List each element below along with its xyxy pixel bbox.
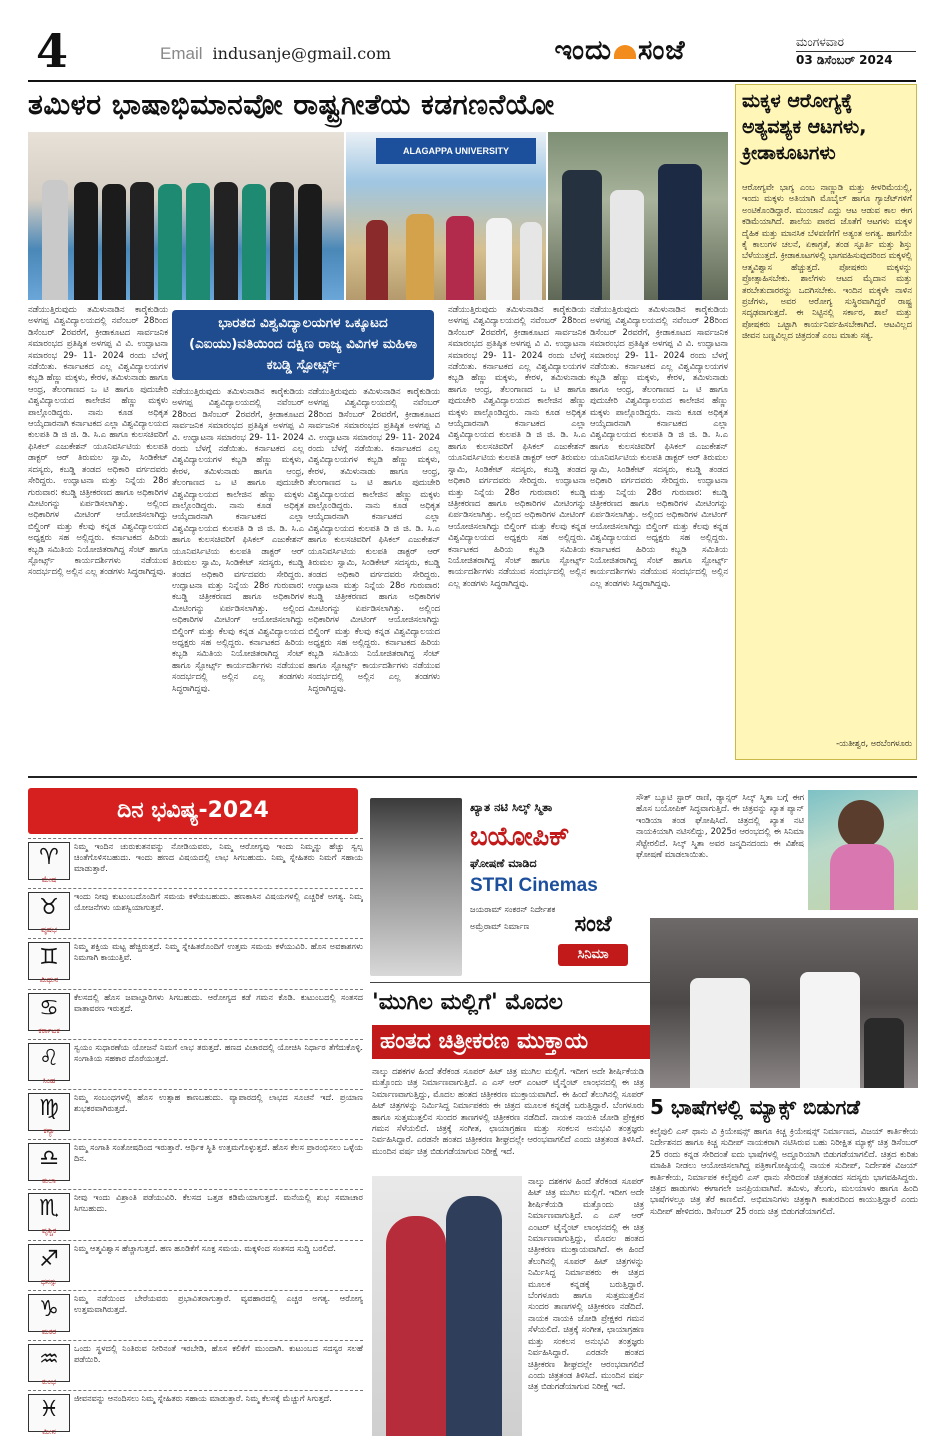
horoscope-row: [28, 1290, 363, 1340]
story2-body-top: ನಾಲ್ಕು ದಶಕಗಳ ಹಿಂದೆ ತೆರೆಕಂಡ ಸೂಪರ್ ಹಿಟ್ ಚಿತ್ರ ಮುಗಿಲ ಮಲ್ಲಿಗೆ. ಇದೀಗ ಅದೇ ಶೀರ್ಷಿಕೆಯಡಿ ಮತ್ತೊಂದು ಚಿತ್ರ ನಿರ್ಮಾಣವಾಗುತ್ತಿದೆ. ಎ ಎಸ್ ಆರ್ ಎಂಟರ್ ಟೈನ್ಮೆಂಟ್ ಲಾಂಛನದಲ್ಲಿ ಈ ಚಿತ್ರ ನಿರ್ಮಾಣವಾಗುತ್ತಿದ್ದು, ಮೊದಲ ಹಂತದ ಚಿತ್ರೀಕರಣ ಮುಕ್ತಾಯವಾಗಿದೆ. ಈ ಹಿಂದೆ ತೆಲುಗಿನಲ್ಲಿ ಸೂಪರ್ ಹಿಟ್ ಚಿತ್ರಗಳನ್ನು ನಿರ್ಮಿಸಿದ್ದ ನಿರ್ಮಾಪಕರು ಈ ಚಿತ್ರದ ಮೂಲಕ ಕನ್ನಡಕ್ಕೆ ಬರುತ್ತಿದ್ದಾರೆ. ಬೆಂಗಳೂರು ಹಾಗೂ ಸುತ್ತಮುತ್ತಲಿನ ಸುಂದರ ತಾಣಗಳಲ್ಲಿ ಚಿತ್ರೀಕರಣ ನಡೆದಿದೆ. ನಾಯಕ ನಾಯಕಿ ಜೋಡಿ ಪ್ರೇಕ್ಷಕರ ಗಮನ ಸೆಳೆಯಲಿದೆ. ಚಿತ್ರಕ್ಕೆ ಸಂಗೀತ, ಛಾಯಾಗ್ರಹಣ ಮತ್ತು ಸಂಕಲನ ಅನುಭವಿ ತಂತ್ರಜ್ಞರು ನಿರ್ವಹಿಸಿದ್ದಾರೆ. ಎರಡನೇ ಹಂತದ ಚಿತ್ರೀಕರಣ ಶೀಘ್ರದಲ್ಲೇ ಆರಂಭವಾಗಲಿದೆ ಎಂದು ಚಿತ್ರತಂಡ ತಿಳಿಸಿದೆ. ಮುಂದಿನ ವರ್ಷ ಚಿತ್ರ ಬಿಡುಗಡೆಯಾಗುವ ನಿರೀಕ್ಷೆ ಇದೆ.: [372, 1066, 644, 1156]
horoscope-row: [28, 1390, 363, 1440]
zodiac-prediction: ಇಂದು ನೀವು ಕುಟುಂಬದೊಂದಿಗೆ ಸಮಯ ಕಳೆಯಬಹುದು. ಹಣಕಾಸಿನ ವಿಷಯಗಳಲ್ಲಿ ಎಚ್ಚರಿಕೆ ಅಗತ್ಯ. ನಿಮ್ಮ ಯೋಜನೆಗಳು ಯಶಸ್ವಿಯಾಗುತ್ತವೆ.: [74, 891, 363, 913]
ad-biopic-title: ಬಯೋಪಿಕ್: [470, 822, 570, 852]
horoscope-row: [28, 1039, 363, 1089]
zodiac-icon: ♑: [28, 1294, 70, 1332]
email-address[interactable]: indusanje@gmail.com: [212, 44, 392, 63]
horoscope-row: [28, 1189, 363, 1239]
email-line: [160, 44, 426, 64]
zodiac-icon: ♎: [28, 1143, 70, 1181]
ad-role-director: ಜಯರಾಮ್ ಸಂಕರನ್ ನಿರ್ದೇಶಕ: [470, 904, 556, 914]
zodiac-prediction: ನಿಮ್ಮ ಇಂದಿನ ಚುರುಕುತನವನ್ನು ನೋಡಿಯವರು, ನಿಮ್ಮ ಆರೋಗ್ಯವು ಇಂದು ನಿಮ್ಮನ್ನು ಹೆಚ್ಚು ಸ್ವಲ್ಪ ಚಿಂತೆಗೊಳಿಸಬಹುದು. ಇಂದು ಹಣದ ವಿಷಯದಲ್ಲಿ ಲಾಭ ಸಿಗಬಹುದು. ನಿಮ್ಮ ಸ್ನೇಹಿತರು ನಿಮಗೆ ಸಹಾಯ ಮಾಡುತ್ತಾರೆ.: [74, 841, 363, 873]
zodiac-prediction: ಕೆಲಸದಲ್ಲಿ ಹೊಸ ಜವಾಬ್ದಾರಿಗಳು ಸಿಗಬಹುದು. ಆರೋಗ್ಯದ ಕಡೆ ಗಮನ ಕೊಡಿ. ಕುಟುಂಬದಲ್ಲಿ ಸಂತಸದ ವಾತಾವರಣ ಇರುತ್ತದೆ.: [74, 991, 363, 1013]
zodiac-icon: ♋: [28, 993, 70, 1031]
horoscope-row: [28, 1240, 363, 1290]
zodiac-prediction: ನಿಮ್ಮ ಶಕ್ತಿಯ ಮಟ್ಟ ಹೆಚ್ಚಿರುತ್ತದೆ. ನಿಮ್ಮ ಸ್ನೇಹಿತರೊಂದಿಗೆ ಉತ್ತಮ ಸಮಯ ಕಳೆಯುವಿರಿ. ಹೊಸ ಅವಕಾಶಗಳು ನಿಮಗಾಗಿ ಕಾಯುತ್ತಿವೆ.: [74, 941, 363, 963]
date-box: [796, 34, 916, 69]
zodiac-icon: ♉: [28, 892, 70, 930]
ad-story-text: ಸೌತ್ ಬ್ಯೂಟಿ ಸ್ಟಾರ್ ರಾಣಿ, ಡ್ಯಾನ್ಸರ್ ಸಿಲ್ಕ್ ಸ್ಮಿತಾ ಬಗ್ಗೆ ಈಗ ಹೊಸ ಬಯೋಪಿಕ್ ಸಿದ್ಧವಾಗುತ್ತಿದೆ. ಈ ಚಿತ್ರವನ್ನು ಖ್ಯಾತ ಪ್ಯಾನ್ ಇಂಡಿಯಾ ತಂಡ ಘೋಷಿಸಿದೆ. ಚಿತ್ರದಲ್ಲಿ ಖ್ಯಾತ ನಟಿ ನಾಯಕಿಯಾಗಿ ನಟಿಸಲಿದ್ದು, 2025ರ ಆರಂಭದಲ್ಲಿ ಈ ಸಿನಿಮಾ ಸೆಟ್ಟೇರಲಿದೆ. ಸಿಲ್ಕ್ ಸ್ಮಿತಾ ಅವರ ಜನ್ಮದಿನದಂದು ಈ ವಿಶೇಷ ಘೋಷಣೆ ಮಾಡಲಾಯಿತು.: [636, 792, 804, 860]
zodiac-name: ಧನಸ್ಸು: [40, 1276, 58, 1286]
story3-body: ಕಲೈಪುಲಿ ಎಸ್ ಥಾನು ವಿ ಕ್ರಿಯೇಷನ್ಸ್ ಹಾಗೂ ಕಿಚ್ಚ ಕ್ರಿಯೇಷನ್ಸ್ ನಿರ್ಮಾಣದ, ವಿಜಯ್ ಕಾರ್ತಿಕೇಯ ನಿರ್ದೇಶನದ ಹಾಗೂ ಕಿಚ್ಚ ಸುದೀಪ್ ನಾಯಕರಾಗಿ ನಟಿಸಿರುವ ಬಹು ನಿರೀಕ್ಷಿತ ಮ್ಯಾಕ್ಸ್ ಚಿತ್ರ ಡಿಸೆಂಬರ್ 25 ರಂದು ಕನ್ನಡ ಸೇರಿದಂತೆ ಐದು ಭಾಷೆಗಳಲ್ಲಿ ಅದ್ದೂರಿಯಾಗಿ ಬಿಡುಗಡೆಯಾಗಲಿದೆ. ಚಿತ್ರದ ಕುರಿತು ಮಾಹಿತಿ ನೀಡಲು ಆಯೋಜಿಸಲಾಗಿದ್ದ ಪತ್ರಿಕಾಗೋಷ್ಠಿಯಲ್ಲಿ ನಾಯಕ ಸುದೀಪ್, ನಿರ್ದೇಶಕ ವಿಜಯ್ ಕಾರ್ತಿಕೇಯ, ನಿರ್ಮಾಪಕ ಕಲೈಪುಲಿ ಎಸ್ ಥಾನು ಸೇರಿದಂತೆ ಚಿತ್ರತಂಡದ ಸದಸ್ಯರು ಭಾಗವಹಿಸಿದ್ದರು. ಚಿತ್ರದ ಹಾಡುಗಳು ಈಗಾಗಲೇ ಜನಪ್ರಿಯವಾಗಿವೆ. ತಮಿಳು, ತೆಲುಗು, ಮಲಯಾಳಂ ಹಾಗೂ ಹಿಂದಿ ಭಾಷೆಗಳಲ್ಲೂ ಚಿತ್ರ ತೆರೆ ಕಾಣಲಿದೆ. ಅಭಿಮಾನಿಗಳು ಚಿತ್ರಕ್ಕಾಗಿ ಕಾತುರದಿಂದ ಕಾಯುತ್ತಿದ್ದಾರೆ ಎಂದು ಸುದೀಪ್ ಹೇಳಿದರು. ಡಿಸೆಂಬರ್ 25 ರಂದು ಚಿತ್ರ ಬಿಡುಗಡೆಯಾಗಲಿದೆ.: [650, 1126, 918, 1216]
photo-banner: ALAGAPPA UNIVERSITY: [376, 138, 536, 164]
ad-roles: [470, 904, 560, 932]
main-subheadline: ಭಾರತದ ವಿಶ್ವವಿದ್ಯಾಲಯಗಳ ಒಕ್ಕೂಟದ (ಎಐಯು)ವತಿಯಿಂದ ದಕ್ಷಿಣ ರಾಜ್ಯ ವಿವಿಗಳ ಮಹಿಳಾ ಕಬಡ್ಡಿ ಸ್ಪೋರ್ಟ್ಸ್: [172, 310, 434, 380]
zodiac-icon: ♍: [28, 1093, 70, 1131]
paper-name-left: ಇಂದು: [554, 35, 612, 66]
zodiac-name: ಮಕರ: [41, 1326, 57, 1336]
masthead-rule: [28, 80, 916, 82]
email-label: Email: [160, 44, 203, 63]
award-handshake-photo: [548, 132, 728, 300]
zodiac-name: ಸಿಂಹ: [42, 1075, 56, 1085]
inauguration-stage-photo: [346, 132, 546, 300]
main-headline: ತಮಿಳರ ಭಾಷಾಭಿಮಾನವೋ ರಾಷ್ಟ್ರಗೀತೆಯ ಕಡಗಣನೆಯೋ: [28, 88, 555, 121]
zodiac-prediction: ನೀವು ಇಂದು ವಿಶ್ರಾಂತಿ ಪಡೆಯುವಿರಿ. ಕೆಲಸದ ಒತ್ತಡ ಕಡಿಮೆಯಾಗುತ್ತದೆ. ಮನೆಯಲ್ಲಿ ಶುಭ ಸಮಾಚಾರ ಸಿಗಬಹುದು.: [74, 1192, 363, 1214]
actress-portrait: [370, 798, 462, 976]
zodiac-prediction: ಜೀವನವನ್ನು ಆನಂದಿಸಲು ನಿಮ್ಮ ಸ್ನೇಹಿತರು ಸಹಾಯ ಮಾಡುತ್ತಾರೆ. ನಿಮ್ಮ ಕೆಲಸಕ್ಕೆ ಮೆಚ್ಚುಗೆ ಸಿಗುತ್ತದೆ.: [74, 1393, 332, 1404]
zodiac-name: ಕನ್ಯಾ: [43, 1126, 55, 1135]
press-meet-photo: [650, 918, 918, 1088]
horoscope-row: [28, 888, 363, 938]
zodiac-prediction: ನಿಮ್ಮ ನಡೆಯಿಂದ ಬೇರೆಯವರು ಪ್ರಭಾವಿತರಾಗುತ್ತಾರೆ. ವ್ಯವಹಾರದಲ್ಲಿ ಎಚ್ಚರ ಅಗತ್ಯ. ಆರೋಗ್ಯ ಉತ್ತಮವಾಗಿರುತ್ತದೆ.: [74, 1292, 363, 1314]
section-rule: [28, 776, 917, 778]
zodiac-icon: ♐: [28, 1244, 70, 1282]
main-story-col3: ನಡೆಯುತ್ತಿರುವುದು ತಮಿಳುನಾಡಿನ ಕಾರೈಕುಡಿಯ ಅಳಗಪ್ಪ ವಿಶ್ವವಿದ್ಯಾಲಯದಲ್ಲಿ ನವೆಂಬರ್ 28ರಿಂದ ಡಿಸೆಂಬರ್ 2ರವರೆಗೆ, ಕ್ರೀಡಾಕೂಟದ ಸಾರ್ವಜನಿಕ ಸಮಾರಂಭದ ಪ್ರತಿಷ್ಠಿತ ಅಳಗಪ್ಪ ವಿ ವಿ. ಉದ್ಘಾಟನಾ ಸಮಾರಂಭ 29- 11- 2024 ರಂದು ಬೆಳಗ್ಗೆ ನಡೆಯಿತು. ಕರ್ನಾಟಕದ ಎಲ್ಲ ವಿಶ್ವವಿದ್ಯಾಲಯಗಳ ಕಬ್ಬಡಿ ಹೆಣ್ಣು ಮಕ್ಕಳು, ಕೇರಳ, ತಮಿಳುನಾಡು ಹಾಗೂ ಆಂಧ್ರ, ತೆಲಂಗಾಣದ ಒ ಟಿ ಹಾಗೂ ಪುದುಚೇರಿ ವಿಶ್ವವಿದ್ಯಾಲಯದ ಕಾಲೇಜಿನ ಹೆಣ್ಣು ಮಕ್ಕಳು ಪಾಲ್ಗೊಂಡಿದ್ದರು. ನಾನು ಕೂಡ ಅಧಿಕೃತ ಆಯ್ಕೆದಾರನಾಗಿ ಕರ್ನಾಟಕದ ಎಲ್ಲಾ ವಿಶ್ವವಿದ್ಯಾಲಯದ ಕುಲಪತಿ ಡಿ ಜಿ ಜಿ. ಡಿ. ಸಿ.ಎ ಹಾಗೂ ಕುಲಸಚಿವರಿಗೆ ಫಿಸಿಕಲ್ ಎಜುಕೇಶನ್ ಯೂನಿವರ್ಸಿಟಿಯ ಕುಲಪತಿ ಡಾಕ್ಟರ್ ಆರ್ ತಿರುಮಲ ಸ್ವಾಮಿ, ಸಿಂಡಿಕೇಟ್ ಸದಸ್ಯರು, ಕಬಡ್ಡಿ ತಂಡದ ಅಧಿಕಾರಿ ವರ್ಗದವರು ಸೇರಿದ್ದರು. ಉದ್ಘಾಟನಾ ಮತ್ತು ನಿನ್ನೆಯ 28ರ ಗುರುವಾರ: ಕಬಡ್ಡಿ ಚಿತ್ರೀಕರಣದ ಹಾಗೂ ಅಧಿಕಾರಿಗಳ ಮೀಟಿಂಗನ್ನು ಏರ್ಪಡಿಸಲಾಗಿತ್ತು. ಅಲ್ಲಿಂದ ಅಧಿಕಾರಿಗಳ ಮೀಟಿಂಗ್ ಆಯೋಜಿಸಲಾಗಿದ್ದು ಬಿಲ್ಡಿಂಗ್ ಮತ್ತು ಕೆಲವು ಕನ್ನಡ ವಿಶ್ವವಿದ್ಯಾಲಯದ ಅಧ್ಯಕ್ಷರು ಸಹ ಅಲ್ಲಿದ್ದರು. ಕರ್ನಾಟಕದ ಹಿರಿಯ ಕಬ್ಬಡಿ ಸಮಿತಿಯ ನಿಯೋಜಿತರಾಗಿದ್ದ ಸೆಂಟ್ ಹಾಗೂ ಸ್ಪೋರ್ಟ್ಸ್ ಕಾರ್ಯದರ್ಶಿಗಳು ನಡೆಯುವ ಸಂದರ್ಭದಲ್ಲಿ ಅಲ್ಲಿನ ಎಲ್ಲ ತಂಡಗಳು ಸಿದ್ಧರಾಗಿದ್ದವು.: [308, 386, 440, 693]
zodiac-name: ವೃಷಭ: [41, 925, 57, 935]
horoscope-row: [28, 838, 363, 888]
zodiac-prediction: ನಿಮ್ಮ ಸಂಗಾತಿ ಸಂತೋಷದಿಂದ ಇರುತ್ತಾರೆ. ಆರ್ಥಿಕ ಸ್ಥಿತಿ ಉತ್ತಮಗೊಳ್ಳುತ್ತದೆ. ಹೊಸ ಕೆಲಸ ಪ್ರಾರಂಭಿಸಲು ಒಳ್ಳೆಯ ದಿನ.: [74, 1142, 363, 1164]
main-story-col2: ನಡೆಯುತ್ತಿರುವುದು ತಮಿಳುನಾಡಿನ ಕಾರೈಕುಡಿಯ ಅಳಗಪ್ಪ ವಿಶ್ವವಿದ್ಯಾಲಯದಲ್ಲಿ ನವೆಂಬರ್ 28ರಿಂದ ಡಿಸೆಂಬರ್ 2ರವರೆಗೆ, ಕ್ರೀಡಾಕೂಟದ ಸಾರ್ವಜನಿಕ ಸಮಾರಂಭದ ಪ್ರತಿಷ್ಠಿತ ಅಳಗಪ್ಪ ವಿ ವಿ. ಉದ್ಘಾಟನಾ ಸಮಾರಂಭ 29- 11- 2024 ರಂದು ಬೆಳಗ್ಗೆ ನಡೆಯಿತು. ಕರ್ನಾಟಕದ ಎಲ್ಲ ವಿಶ್ವವಿದ್ಯಾಲಯಗಳ ಕಬ್ಬಡಿ ಹೆಣ್ಣು ಮಕ್ಕಳು, ಕೇರಳ, ತಮಿಳುನಾಡು ಹಾಗೂ ಆಂಧ್ರ, ತೆಲಂಗಾಣದ ಒ ಟಿ ಹಾಗೂ ಪುದುಚೇರಿ ವಿಶ್ವವಿದ್ಯಾಲಯದ ಕಾಲೇಜಿನ ಹೆಣ್ಣು ಮಕ್ಕಳು ಪಾಲ್ಗೊಂಡಿದ್ದರು. ನಾನು ಕೂಡ ಅಧಿಕೃತ ಆಯ್ಕೆದಾರನಾಗಿ ಕರ್ನಾಟಕದ ಎಲ್ಲಾ ವಿಶ್ವವಿದ್ಯಾಲಯದ ಕುಲಪತಿ ಡಿ ಜಿ ಜಿ. ಡಿ. ಸಿ.ಎ ಹಾಗೂ ಕುಲಸಚಿವರಿಗೆ ಫಿಸಿಕಲ್ ಎಜುಕೇಶನ್ ಯೂನಿವರ್ಸಿಟಿಯ ಕುಲಪತಿ ಡಾಕ್ಟರ್ ಆರ್ ತಿರುಮಲ ಸ್ವಾಮಿ, ಸಿಂಡಿಕೇಟ್ ಸದಸ್ಯರು, ಕಬಡ್ಡಿ ತಂಡದ ಅಧಿಕಾರಿ ವರ್ಗದವರು ಸೇರಿದ್ದರು. ಉದ್ಘಾಟನಾ ಮತ್ತು ನಿನ್ನೆಯ 28ರ ಗುರುವಾರ: ಕಬಡ್ಡಿ ಚಿತ್ರೀಕರಣದ ಹಾಗೂ ಅಧಿಕಾರಿಗಳ ಮೀಟಿಂಗನ್ನು ಏರ್ಪಡಿಸಲಾಗಿತ್ತು. ಅಲ್ಲಿಂದ ಅಧಿಕಾರಿಗಳ ಮೀಟಿಂಗ್ ಆಯೋಜಿಸಲಾಗಿದ್ದು ಬಿಲ್ಡಿಂಗ್ ಮತ್ತು ಕೆಲವು ಕನ್ನಡ ವಿಶ್ವವಿದ್ಯಾಲಯದ ಅಧ್ಯಕ್ಷರು ಸಹ ಅಲ್ಲಿದ್ದರು. ಕರ್ನಾಟಕದ ಹಿರಿಯ ಕಬ್ಬಡಿ ಸಮಿತಿಯ ನಿಯೋಜಿತರಾಗಿದ್ದ ಸೆಂಟ್ ಹಾಗೂ ಸ್ಪೋರ್ಟ್ಸ್ ಕಾರ್ಯದರ್ಶಿಗಳು ನಡೆಯುವ ಸಂದರ್ಭದಲ್ಲಿ ಅಲ್ಲಿನ ಎಲ್ಲ ತಂಡಗಳು ಸಿದ್ಧರಾಗಿದ್ದವು.: [172, 386, 304, 693]
zodiac-name: ಕರ್ಕಾಟಕ: [38, 1025, 60, 1035]
paper-name-right: ಸಂಜೆ: [638, 35, 686, 66]
weekday: ಮಂಗಳವಾರ: [796, 35, 845, 49]
main-story-col1: ನಡೆಯುತ್ತಿರುವುದು ತಮಿಳುನಾಡಿನ ಕಾರೈಕುಡಿಯ ಅಳಗಪ್ಪ ವಿಶ್ವವಿದ್ಯಾಲಯದಲ್ಲಿ ನವೆಂಬರ್ 28ರಿಂದ ಡಿಸೆಂಬರ್ 2ರವರೆಗೆ, ಕ್ರೀಡಾಕೂಟದ ಸಾರ್ವಜನಿಕ ಸಮಾರಂಭದ ಪ್ರತಿಷ್ಠಿತ ಅಳಗಪ್ಪ ವಿ ವಿ. ಉದ್ಘಾಟನಾ ಸಮಾರಂಭ 29- 11- 2024 ರಂದು ಬೆಳಗ್ಗೆ ನಡೆಯಿತು. ಕರ್ನಾಟಕದ ಎಲ್ಲ ವಿಶ್ವವಿದ್ಯಾಲಯಗಳ ಕಬ್ಬಡಿ ಹೆಣ್ಣು ಮಕ್ಕಳು, ಕೇರಳ, ತಮಿಳುನಾಡು ಹಾಗೂ ಆಂಧ್ರ, ತೆಲಂಗಾಣದ ಒ ಟಿ ಹಾಗೂ ಪುದುಚೇರಿ ವಿಶ್ವವಿದ್ಯಾಲಯದ ಕಾಲೇಜಿನ ಹೆಣ್ಣು ಮಕ್ಕಳು ಪಾಲ್ಗೊಂಡಿದ್ದರು. ನಾನು ಕೂಡ ಅಧಿಕೃತ ಆಯ್ಕೆದಾರನಾಗಿ ಕರ್ನಾಟಕದ ಎಲ್ಲಾ ವಿಶ್ವವಿದ್ಯಾಲಯದ ಕುಲಪತಿ ಡಿ ಜಿ ಜಿ. ಡಿ. ಸಿ.ಎ ಹಾಗೂ ಕುಲಸಚಿವರಿಗೆ ಫಿಸಿಕಲ್ ಎಜುಕೇಶನ್ ಯೂನಿವರ್ಸಿಟಿಯ ಕುಲಪತಿ ಡಾಕ್ಟರ್ ಆರ್ ತಿರುಮಲ ಸ್ವಾಮಿ, ಸಿಂಡಿಕೇಟ್ ಸದಸ್ಯರು, ಕಬಡ್ಡಿ ತಂಡದ ಅಧಿಕಾರಿ ವರ್ಗದವರು ಸೇರಿದ್ದರು. ಉದ್ಘಾಟನಾ ಮತ್ತು ನಿನ್ನೆಯ 28ರ ಗುರುವಾರ: ಕಬಡ್ಡಿ ಚಿತ್ರೀಕರಣದ ಹಾಗೂ ಅಧಿಕಾರಿಗಳ ಮೀಟಿಂಗನ್ನು ಏರ್ಪಡಿಸಲಾಗಿತ್ತು. ಅಲ್ಲಿಂದ ಅಧಿಕಾರಿಗಳ ಮೀಟಿಂಗ್ ಆಯೋಜಿಸಲಾಗಿದ್ದು ಬಿಲ್ಡಿಂಗ್ ಮತ್ತು ಕೆಲವು ಕನ್ನಡ ವಿಶ್ವವಿದ್ಯಾಲಯದ ಅಧ್ಯಕ್ಷರು ಸಹ ಅಲ್ಲಿದ್ದರು. ಕರ್ನಾಟಕದ ಹಿರಿಯ ಕಬ್ಬಡಿ ಸಮಿತಿಯ ನಿಯೋಜಿತರಾಗಿದ್ದ ಸೆಂಟ್ ಹಾಗೂ ಸ್ಪೋರ್ಟ್ಸ್ ಕಾರ್ಯದರ್ಶಿಗಳು ನಡೆಯುವ ಸಂದರ್ಭದಲ್ಲಿ ಅಲ್ಲಿನ ಎಲ್ಲ ತಂಡಗಳು ಸಿದ್ಧರಾಗಿದ್ದವು.: [28, 304, 168, 577]
zodiac-icon: ♌: [28, 1043, 70, 1081]
story3-headline: 5 ಭಾಷೆಗಳಲ್ಲಿ ಮ್ಯಾಕ್ಸ್ ಬಿಡುಗಡೆ: [650, 1095, 860, 1119]
zodiac-prediction: ಒಂದು ಸ್ಥಳದಲ್ಲಿ ನಿಂತಿರುವ ನೀರಿನಂತೆ ಇರಬೇಡಿ, ಹೊಸ ಕಲಿಕೆಗೆ ಮುಂದಾಗಿ. ಕುಟುಂಬದ ಸದಸ್ಯರ ಸಲಹೆ ಪಡೆಯಿರಿ.: [74, 1343, 363, 1364]
zodiac-name: ಕುಂಭ: [41, 1377, 57, 1386]
horoscope-row: [28, 989, 363, 1039]
zodiac-prediction: ನಿಮ್ಮ ಸಂಬಂಧಗಳಲ್ಲಿ ಹೊಸ ಉತ್ಸಾಹ ಕಾಣಬಹುದು. ವ್ಯಾಪಾರದಲ್ಲಿ ಲಾಭದ ಸೂಚನೆ ಇದೆ. ಪ್ರಯಾಣ ಶುಭಕರವಾಗಿರುತ್ತದೆ.: [74, 1092, 363, 1113]
horoscope-row: [28, 1340, 363, 1390]
zodiac-icon: ♓: [28, 1394, 70, 1432]
zodiac-icon: ♈: [28, 842, 70, 880]
film-couple-photo: [372, 1176, 522, 1436]
story2-body-side: ನಾಲ್ಕು ದಶಕಗಳ ಹಿಂದೆ ತೆರೆಕಂಡ ಸೂಪರ್ ಹಿಟ್ ಚಿತ್ರ ಮುಗಿಲ ಮಲ್ಲಿಗೆ. ಇದೀಗ ಅದೇ ಶೀರ್ಷಿಕೆಯಡಿ ಮತ್ತೊಂದು ಚಿತ್ರ ನಿರ್ಮಾಣವಾಗುತ್ತಿದೆ. ಎ ಎಸ್ ಆರ್ ಎಂಟರ್ ಟೈನ್ಮೆಂಟ್ ಲಾಂಛನದಲ್ಲಿ ಈ ಚಿತ್ರ ನಿರ್ಮಾಣವಾಗುತ್ತಿದ್ದು, ಮೊದಲ ಹಂತದ ಚಿತ್ರೀಕರಣ ಮುಕ್ತಾಯವಾಗಿದೆ. ಈ ಹಿಂದೆ ತೆಲುಗಿನಲ್ಲಿ ಸೂಪರ್ ಹಿಟ್ ಚಿತ್ರಗಳನ್ನು ನಿರ್ಮಿಸಿದ್ದ ನಿರ್ಮಾಪಕರು ಈ ಚಿತ್ರದ ಮೂಲಕ ಕನ್ನಡಕ್ಕೆ ಬರುತ್ತಿದ್ದಾರೆ. ಬೆಂಗಳೂರು ಹಾಗೂ ಸುತ್ತಮುತ್ತಲಿನ ಸುಂದರ ತಾಣಗಳಲ್ಲಿ ಚಿತ್ರೀಕರಣ ನಡೆದಿದೆ. ನಾಯಕ ನಾಯಕಿ ಜೋಡಿ ಪ್ರೇಕ್ಷಕರ ಗಮನ ಸೆಳೆಯಲಿದೆ. ಚಿತ್ರಕ್ಕೆ ಸಂಗೀತ, ಛಾಯಾಗ್ರಹಣ ಮತ್ತು ಸಂಕಲನ ಅನುಭವಿ ತಂತ್ರಜ್ಞರು ನಿರ್ವಹಿಸಿದ್ದಾರೆ. ಎರಡನೇ ಹಂತದ ಚಿತ್ರೀಕರಣ ಶೀಘ್ರದಲ್ಲೇ ಆರಂಭವಾಗಲಿದೆ ಎಂದು ಚಿತ್ರತಂಡ ತಿಳಿಸಿದೆ. ಮುಂದಿನ ವರ್ಷ ಚಿತ್ರ ಬಿಡುಗಡೆಯಾಗುವ ನಿರೀಕ್ಷೆ ಇದೆ.: [528, 1176, 644, 1392]
zodiac-icon: ♒: [28, 1344, 70, 1382]
main-story-col4: ನಡೆಯುತ್ತಿರುವುದು ತಮಿಳುನಾಡಿನ ಕಾರೈಕುಡಿಯ ಅಳಗಪ್ಪ ವಿಶ್ವವಿದ್ಯಾಲಯದಲ್ಲಿ ನವೆಂಬರ್ 28ರಿಂದ ಡಿಸೆಂಬರ್ 2ರವರೆಗೆ, ಕ್ರೀಡಾಕೂಟದ ಸಾರ್ವಜನಿಕ ಸಮಾರಂಭದ ಪ್ರತಿಷ್ಠಿತ ಅಳಗಪ್ಪ ವಿ ವಿ. ಉದ್ಘಾಟನಾ ಸಮಾರಂಭ 29- 11- 2024 ರಂದು ಬೆಳಗ್ಗೆ ನಡೆಯಿತು. ಕರ್ನಾಟಕದ ಎಲ್ಲ ವಿಶ್ವವಿದ್ಯಾಲಯಗಳ ಕಬ್ಬಡಿ ಹೆಣ್ಣು ಮಕ್ಕಳು, ಕೇರಳ, ತಮಿಳುನಾಡು ಹಾಗೂ ಆಂಧ್ರ, ತೆಲಂಗಾಣದ ಒ ಟಿ ಹಾಗೂ ಪುದುಚೇರಿ ವಿಶ್ವವಿದ್ಯಾಲಯದ ಕಾಲೇಜಿನ ಹೆಣ್ಣು ಮಕ್ಕಳು ಪಾಲ್ಗೊಂಡಿದ್ದರು. ನಾನು ಕೂಡ ಅಧಿಕೃತ ಆಯ್ಕೆದಾರನಾಗಿ ಕರ್ನಾಟಕದ ಎಲ್ಲಾ ವಿಶ್ವವಿದ್ಯಾಲಯದ ಕುಲಪತಿ ಡಿ ಜಿ ಜಿ. ಡಿ. ಸಿ.ಎ ಹಾಗೂ ಕುಲಸಚಿವರಿಗೆ ಫಿಸಿಕಲ್ ಎಜುಕೇಶನ್ ಯೂನಿವರ್ಸಿಟಿಯ ಕುಲಪತಿ ಡಾಕ್ಟರ್ ಆರ್ ತಿರುಮಲ ಸ್ವಾಮಿ, ಸಿಂಡಿಕೇಟ್ ಸದಸ್ಯರು, ಕಬಡ್ಡಿ ತಂಡದ ಅಧಿಕಾರಿ ವರ್ಗದವರು ಸೇರಿದ್ದರು. ಉದ್ಘಾಟನಾ ಮತ್ತು ನಿನ್ನೆಯ 28ರ ಗುರುವಾರ: ಕಬಡ್ಡಿ ಚಿತ್ರೀಕರಣದ ಹಾಗೂ ಅಧಿಕಾರಿಗಳ ಮೀಟಿಂಗನ್ನು ಏರ್ಪಡಿಸಲಾಗಿತ್ತು. ಅಲ್ಲಿಂದ ಅಧಿಕಾರಿಗಳ ಮೀಟಿಂಗ್ ಆಯೋಜಿಸಲಾಗಿದ್ದು ಬಿಲ್ಡಿಂಗ್ ಮತ್ತು ಕೆಲವು ಕನ್ನಡ ವಿಶ್ವವಿದ್ಯಾಲಯದ ಅಧ್ಯಕ್ಷರು ಸಹ ಅಲ್ಲಿದ್ದರು. ಕರ್ನಾಟಕದ ಹಿರಿಯ ಕಬ್ಬಡಿ ಸಮಿತಿಯ ನಿಯೋಜಿತರಾಗಿದ್ದ ಸೆಂಟ್ ಹಾಗೂ ಸ್ಪೋರ್ಟ್ಸ್ ಕಾರ್ಯದರ್ಶಿಗಳು ನಡೆಯುವ ಸಂದರ್ಭದಲ್ಲಿ ಅಲ್ಲಿನ ಎಲ್ಲ ತಂಡಗಳು ಸಿದ್ಧರಾಗಿದ್ದವು.: [448, 304, 586, 588]
cinema-badge: ಸಿನಿಮಾ: [558, 944, 628, 966]
zodiac-prediction: ಸ್ವಯಂ ಸುಧಾರಣೆಯ ಯೋಜನೆ ನಿಮಗೆ ಲಾಭ ತರುತ್ತದೆ. ಹಣದ ವಿಚಾರದಲ್ಲಿ ಯೋಚಿಸಿ ನಿರ್ಧಾರ ತೆಗೆದುಕೊಳ್ಳಿ. ಸಂಗಾತಿಯ ಸಹಕಾರ ದೊರೆಯುತ್ತದೆ.: [74, 1041, 363, 1063]
horoscope-row: [28, 938, 363, 988]
ad-brand: STRI Cinemas: [470, 875, 598, 896]
ad-role-producer: ಅಮ್ರೆರಾಮ್ ನಿರ್ಮಾಣ: [470, 921, 530, 931]
paper-nameplate: [512, 34, 728, 68]
main-story-col5: ನಡೆಯುತ್ತಿರುವುದು ತಮಿಳುನಾಡಿನ ಕಾರೈಕುಡಿಯ ಅಳಗಪ್ಪ ವಿಶ್ವವಿದ್ಯಾಲಯದಲ್ಲಿ ನವೆಂಬರ್ 28ರಿಂದ ಡಿಸೆಂಬರ್ 2ರವರೆಗೆ, ಕ್ರೀಡಾಕೂಟದ ಸಾರ್ವಜನಿಕ ಸಮಾರಂಭದ ಪ್ರತಿಷ್ಠಿತ ಅಳಗಪ್ಪ ವಿ ವಿ. ಉದ್ಘಾಟನಾ ಸಮಾರಂಭ 29- 11- 2024 ರಂದು ಬೆಳಗ್ಗೆ ನಡೆಯಿತು. ಕರ್ನಾಟಕದ ಎಲ್ಲ ವಿಶ್ವವಿದ್ಯಾಲಯಗಳ ಕಬ್ಬಡಿ ಹೆಣ್ಣು ಮಕ್ಕಳು, ಕೇರಳ, ತಮಿಳುನಾಡು ಹಾಗೂ ಆಂಧ್ರ, ತೆಲಂಗಾಣದ ಒ ಟಿ ಹಾಗೂ ಪುದುಚೇರಿ ವಿಶ್ವವಿದ್ಯಾಲಯದ ಕಾಲೇಜಿನ ಹೆಣ್ಣು ಮಕ್ಕಳು ಪಾಲ್ಗೊಂಡಿದ್ದರು. ನಾನು ಕೂಡ ಅಧಿಕೃತ ಆಯ್ಕೆದಾರನಾಗಿ ಕರ್ನಾಟಕದ ಎಲ್ಲಾ ವಿಶ್ವವಿದ್ಯಾಲಯದ ಕುಲಪತಿ ಡಿ ಜಿ ಜಿ. ಡಿ. ಸಿ.ಎ ಹಾಗೂ ಕುಲಸಚಿವರಿಗೆ ಫಿಸಿಕಲ್ ಎಜುಕೇಶನ್ ಯೂನಿವರ್ಸಿಟಿಯ ಕುಲಪತಿ ಡಾಕ್ಟರ್ ಆರ್ ತಿರುಮಲ ಸ್ವಾಮಿ, ಸಿಂಡಿಕೇಟ್ ಸದಸ್ಯರು, ಕಬಡ್ಡಿ ತಂಡದ ಅಧಿಕಾರಿ ವರ್ಗದವರು ಸೇರಿದ್ದರು. ಉದ್ಘಾಟನಾ ಮತ್ತು ನಿನ್ನೆಯ 28ರ ಗುರುವಾರ: ಕಬಡ್ಡಿ ಚಿತ್ರೀಕರಣದ ಹಾಗೂ ಅಧಿಕಾರಿಗಳ ಮೀಟಿಂಗನ್ನು ಏರ್ಪಡಿಸಲಾಗಿತ್ತು. ಅಲ್ಲಿಂದ ಅಧಿಕಾರಿಗಳ ಮೀಟಿಂಗ್ ಆಯೋಜಿಸಲಾಗಿದ್ದು ಬಿಲ್ಡಿಂಗ್ ಮತ್ತು ಕೆಲವು ಕನ್ನಡ ವಿಶ್ವವಿದ್ಯಾಲಯದ ಅಧ್ಯಕ್ಷರು ಸಹ ಅಲ್ಲಿದ್ದರು. ಕರ್ನಾಟಕದ ಹಿರಿಯ ಕಬ್ಬಡಿ ಸಮಿತಿಯ ನಿಯೋಜಿತರಾಗಿದ್ದ ಸೆಂಟ್ ಹಾಗೂ ಸ್ಪೋರ್ಟ್ಸ್ ಕಾರ್ಯದರ್ಶಿಗಳು ನಡೆಯುವ ಸಂದರ್ಭದಲ್ಲಿ ಅಲ್ಲಿನ ಎಲ್ಲ ತಂಡಗಳು ಸಿದ್ಧರಾಗಿದ್ದವು.: [590, 304, 728, 588]
sun-icon: [614, 45, 636, 59]
kabaddi-officials-photo: [28, 132, 344, 300]
zodiac-name: ಮೀನ: [42, 1427, 56, 1437]
issue-date: 03 ಡಿಸೆಂಬರ್ 2024: [796, 51, 916, 69]
ad-small-title: ಖ್ಯಾತ ನಟಿ ಸಿಲ್ಕ್ ಸ್ಮಿತಾ: [470, 800, 553, 814]
zodiac-name: ವೃಶ್ಚಿಕ: [41, 1226, 57, 1236]
ad-announce: ಘೋಷಣೆ ಮಾಡಿದ: [470, 857, 537, 870]
horoscope-title: ದಿನ ಭವಿಷ್ಯ-2024: [28, 788, 358, 834]
zodiac-name: ಮೇಷ: [41, 875, 57, 884]
story2-headline-line2: ಹಂತದ ಚಿತ್ರೀಕರಣ ಮುಕ್ತಾಯ: [372, 1025, 652, 1059]
zodiac-icon: ♊: [28, 942, 70, 980]
sidebar-byline: -ಯತೀಶ್ವರ, ಅರಬೆಂಗಳೂರು: [836, 738, 912, 748]
actress-photo: [808, 790, 918, 910]
story2-headline-line1: 'ಮುಗಿಲ ಮಲ್ಲಿಗೆ' ಮೊದಲ: [372, 990, 563, 1015]
horoscope-row: [28, 1139, 363, 1189]
sidebar-body: ಆರೋಗ್ಯವೇ ಭಾಗ್ಯ ಎಂಬ ನಾಣ್ಣುಡಿ ಮತ್ತು ಕೀಳರಿಮೆಯಲ್ಲಿ, ಇಂದು ಮಕ್ಕಳು ಅತಿಯಾಗಿ ಮೊಬೈಲ್ ಹಾಗೂ ಗ್ಯಾಜೆಟ್‌ಗಳಿಗೆ ಅಂಟಿಕೊಂಡಿದ್ದಾರೆ. ಮುಂಜಾನೆ ಎದ್ದು ಆಟ ಆಡುವ ಕಾಲ ಈಗ ಕಡಿಮೆಯಾಗಿದೆ. ಶಾಲೆಯ ಪಾಠದ ಜೊತೆಗೆ ಆಟಗಳು ಮಕ್ಕಳ ದೈಹಿಕ ಮತ್ತು ಮಾನಸಿಕ ಬೆಳವಣಿಗೆಗೆ ಅತ್ಯಂತ ಅಗತ್ಯ. ಹಾಗೆಯೇ ಕೈ ಕಾಲುಗಳ ಚಲನೆ, ಏಕಾಗ್ರತೆ, ತಂಡ ಸ್ಫೂರ್ತಿ ಮತ್ತು ಶಿಸ್ತು ಬೆಳೆಯುತ್ತದೆ. ಕ್ರೀಡಾಕೂಟಗಳಲ್ಲಿ ಭಾಗವಹಿಸುವುದರಿಂದ ಮಕ್ಕಳಲ್ಲಿ ಆತ್ಮವಿಶ್ವಾಸ ಹೆಚ್ಚುತ್ತದೆ. ಪೋಷಕರು ಮಕ್ಕಳನ್ನು ಪ್ರೋತ್ಸಾಹಿಸಬೇಕು. ಶಾಲೆಗಳು ಆಟದ ಮೈದಾನ ಮತ್ತು ತರಬೇತುದಾರರನ್ನು ಒದಗಿಸಬೇಕು. ಇಂದಿನ ಮಕ್ಕಳೇ ನಾಳಿನ ಪ್ರಜೆಗಳು, ಅವರ ಆರೋಗ್ಯ ಸುಸ್ಥಿರವಾಗಿದ್ದರೆ ರಾಷ್ಟ್ರ ಸದೃಢವಾಗುತ್ತದೆ. ಈ ನಿಟ್ಟಿನಲ್ಲಿ ಸರ್ಕಾರ, ಶಾಲೆ ಮತ್ತು ಪೋಷಕರು ಒಟ್ಟಾಗಿ ಕಾರ್ಯನಿರ್ವಹಿಸಬೇಕಾಗಿದೆ. ಆಟವಿಲ್ಲದ ಜೀವನ ಬಣ್ಣವಿಲ್ಲದ ಚಿತ್ರದಂತೆ ಎಂಬ ಮಾತು ಸತ್ಯ.: [742, 182, 912, 341]
zodiac-name: ತುಲಾ: [42, 1176, 56, 1186]
sanje-logo: ಸಂಜೆ: [574, 912, 612, 937]
horoscope-row: [28, 1089, 363, 1139]
zodiac-name: ಮಿಥುನ: [39, 975, 59, 985]
zodiac-icon: ♏: [28, 1193, 70, 1231]
page-number: 4: [36, 24, 69, 78]
sidebar-headline: ಮಕ್ಕಳ ಆರೋಗ್ಯಕ್ಕೆ ಅತ್ಯವಶ್ಯಕ ಆಟಗಳು, ಕ್ರೀಡಾಕೂಟಗಳು: [742, 90, 867, 164]
zodiac-prediction: ನಿಮ್ಮ ಆತ್ಮವಿಶ್ವಾಸ ಹೆಚ್ಚಾಗುತ್ತದೆ. ಹಣ ಹೂಡಿಕೆಗೆ ಸೂಕ್ತ ಸಮಯ. ಮಕ್ಕಳಿಂದ ಸಂತಸದ ಸುದ್ದಿ ಬರಲಿದೆ.: [74, 1242, 337, 1253]
